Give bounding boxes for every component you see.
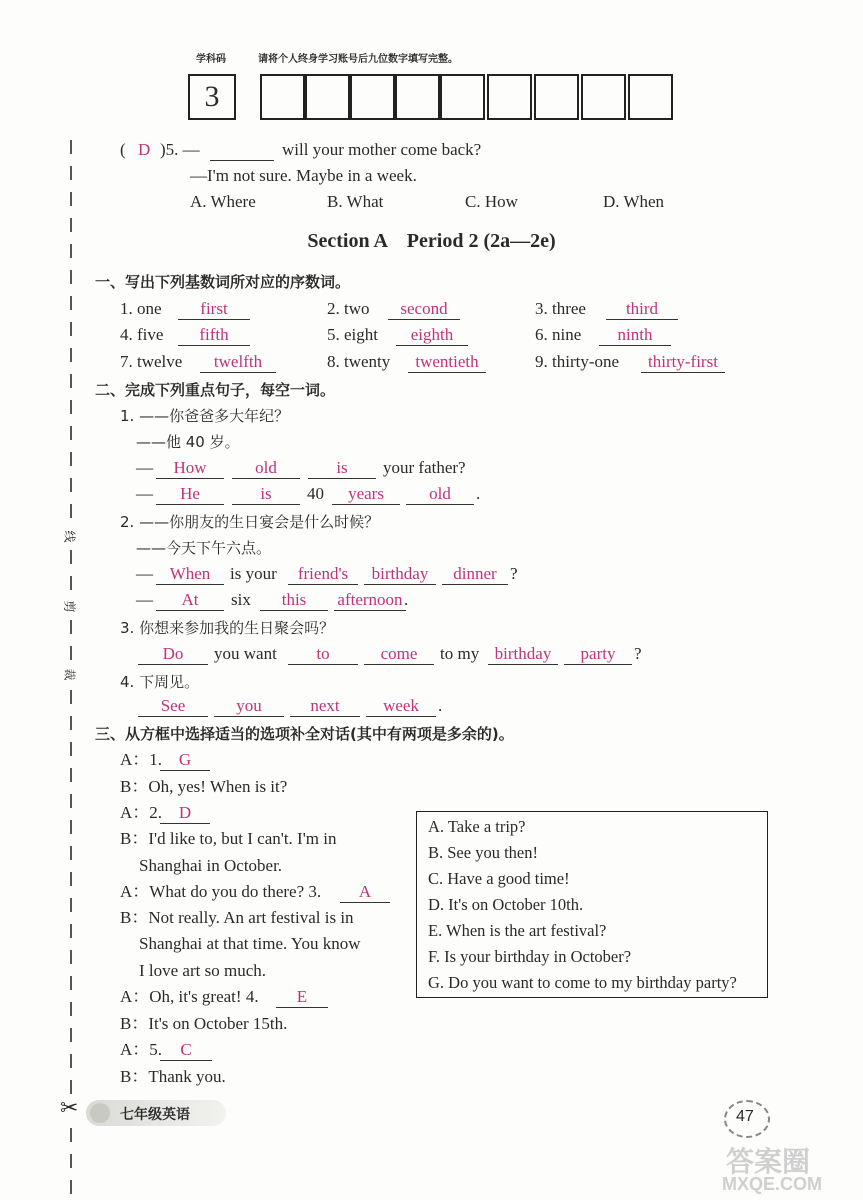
- ordinal-item-label: 5. eight: [327, 325, 378, 344]
- cut-line-dash: [70, 1054, 72, 1068]
- answer-blank[interactable]: At: [156, 590, 224, 611]
- ordinal-answer[interactable]: second: [388, 299, 460, 320]
- q5-option-b: B. What: [327, 192, 384, 211]
- dialogue-line: A：5.: [120, 1040, 163, 1059]
- cut-line-dash: [70, 846, 72, 860]
- dialogue-line: A：What do you do there? 3.: [120, 882, 322, 901]
- option-item: D. It's on October 10th.: [428, 895, 584, 914]
- margin-label-cai: 裁: [62, 668, 77, 681]
- footer-dot-icon: [90, 1103, 110, 1123]
- dialogue-blank[interactable]: A: [340, 882, 390, 903]
- answer-blank[interactable]: See: [138, 696, 208, 717]
- ordinal-item-label: 7. twelve: [120, 352, 183, 371]
- watermark-logo-bottom: MXQE.COM: [722, 1174, 823, 1194]
- cut-line-dash: [70, 1154, 72, 1168]
- cut-line-dash: [70, 348, 72, 362]
- section-title: Section A Period 2 (2a—2e): [307, 230, 556, 252]
- q5-stem-start: )5. —: [160, 140, 200, 159]
- sentence-mid: you want: [214, 644, 277, 663]
- scissors-icon: ✂: [60, 1096, 79, 1121]
- cut-line-dash: [70, 576, 72, 590]
- number-40: 40: [307, 484, 324, 503]
- dash: —: [136, 458, 153, 477]
- cut-line-dash: [70, 1180, 72, 1194]
- cut-line-dash: [70, 400, 72, 414]
- ordinal-answer[interactable]: third: [606, 299, 678, 320]
- part2-heading: 二、完成下列重点句子，每空一词。: [95, 381, 336, 399]
- cut-line-dash: [70, 270, 72, 284]
- dash: —: [136, 564, 153, 583]
- cut-line-dash: [70, 924, 72, 938]
- answer-blank[interactable]: to: [288, 644, 358, 665]
- dialogue-line: B：Oh, yes! When is it?: [120, 777, 288, 796]
- sentence-tail: your father?: [383, 458, 466, 477]
- p2q3-prompt: 3. 你想来参加我的生日聚会吗？: [120, 619, 335, 637]
- p2q2-prompt: 2. ——你朋友的生日宴会是什么时候？: [120, 513, 380, 531]
- answer-blank[interactable]: party: [564, 644, 632, 665]
- account-digit-box[interactable]: [395, 74, 440, 120]
- account-digit-box[interactable]: [350, 74, 395, 120]
- ordinal-item-label: 8. twenty: [327, 352, 391, 371]
- ordinal-answer[interactable]: first: [178, 299, 250, 320]
- question-mark: ?: [510, 564, 518, 583]
- q5-answer: D: [138, 140, 151, 159]
- period: .: [404, 590, 409, 609]
- q5-reply: —I'm not sure. Maybe in a week.: [190, 166, 417, 185]
- cut-line-dash: [70, 872, 72, 886]
- ordinal-item-label: 2. two: [327, 299, 370, 318]
- option-item: B. See you then!: [428, 843, 538, 862]
- answer-blank[interactable]: friend's: [288, 564, 358, 585]
- cut-line-dash: [70, 550, 72, 564]
- q5-blank[interactable]: [210, 140, 274, 161]
- dialogue-line: A：2.: [120, 803, 163, 822]
- answer-blank[interactable]: dinner: [442, 564, 508, 585]
- account-digit-box[interactable]: [534, 74, 579, 120]
- account-digit-box[interactable]: [581, 74, 626, 120]
- cut-line-dash: [70, 1002, 72, 1016]
- answer-blank[interactable]: old: [406, 484, 474, 505]
- answer-blank[interactable]: is: [232, 484, 300, 505]
- cut-line-dash: [70, 976, 72, 990]
- account-digit-box[interactable]: [305, 74, 350, 120]
- account-digit-box[interactable]: [260, 74, 305, 120]
- cut-line-dash: [70, 426, 72, 440]
- answer-blank[interactable]: is: [308, 458, 376, 479]
- q5-option-d: D. When: [603, 192, 665, 211]
- cut-line-dash: [70, 1080, 72, 1094]
- sentence-mid: is your: [230, 564, 277, 583]
- p2q1-reply: ——他 40 岁。: [136, 433, 240, 451]
- answer-blank[interactable]: years: [332, 484, 400, 505]
- account-digit-box[interactable]: [440, 74, 485, 120]
- dialogue-line: B：It's on October 15th.: [120, 1014, 288, 1033]
- cut-line-dash: [70, 820, 72, 834]
- cut-line-dash: [70, 742, 72, 756]
- dialogue-line: B：Not really. An art festival is in: [120, 908, 354, 927]
- cut-line-dash: [70, 794, 72, 808]
- cut-line-dash: [70, 166, 72, 180]
- dialogue-line: Shanghai in October.: [139, 856, 283, 875]
- option-item: F. Is your birthday in October?: [428, 947, 632, 966]
- option-item: A. Take a trip?: [428, 817, 526, 836]
- option-item: C. Have a good time!: [428, 869, 570, 888]
- ordinal-item-label: 4. five: [120, 325, 164, 344]
- cut-line-dash: [70, 504, 72, 518]
- ordinal-item-label: 3. three: [535, 299, 586, 318]
- account-digit-box[interactable]: [628, 74, 673, 120]
- dash: —: [136, 484, 153, 503]
- account-instruction: 请将个人终身学习账号后九位数字填写完整。: [258, 54, 458, 65]
- cut-line-dash: [70, 950, 72, 964]
- account-digit-box[interactable]: [487, 74, 532, 120]
- cut-line-dash: [70, 1128, 72, 1142]
- answer-blank[interactable]: afternoon: [334, 590, 406, 611]
- answer-blank[interactable]: you: [214, 696, 284, 717]
- cut-line-dash: [70, 322, 72, 336]
- ordinal-answer[interactable]: eighth: [396, 325, 468, 346]
- ordinal-answer[interactable]: twentieth: [408, 352, 486, 373]
- answer-blank[interactable]: How: [156, 458, 224, 479]
- options-box: [416, 811, 768, 998]
- cut-line-dash: [70, 374, 72, 388]
- dialogue-blank[interactable]: C: [160, 1040, 212, 1061]
- ordinal-item-label: 6. nine: [535, 325, 582, 344]
- ordinal-item-label: 1. one: [120, 299, 162, 318]
- cut-line-dash: [70, 716, 72, 730]
- answer-blank[interactable]: When: [156, 564, 224, 585]
- p2q4-prompt: 4. 下周见。: [120, 673, 200, 691]
- cut-line-dash: [70, 646, 72, 660]
- answer-blank[interactable]: Do: [138, 644, 208, 665]
- q5-paren-open: (: [120, 140, 126, 159]
- margin-label-xian: 线: [62, 530, 77, 543]
- ordinal-item-label: 9. thirty-one: [535, 352, 620, 371]
- dialogue-line: A：1.: [120, 750, 163, 769]
- part1-heading: 一、写出下列基数词所对应的序数词。: [95, 273, 351, 291]
- answer-blank[interactable]: come: [364, 644, 434, 665]
- period: .: [476, 484, 481, 503]
- answer-blank[interactable]: birthday: [488, 644, 558, 665]
- ordinal-answer[interactable]: fifth: [178, 325, 250, 346]
- part3-heading: 三、从方框中选择适当的选项补全对话(其中有两项是多余的)。: [95, 725, 514, 743]
- answer-blank[interactable]: old: [232, 458, 300, 479]
- ordinal-answer[interactable]: ninth: [599, 325, 671, 346]
- q5-option-a: A. Where: [190, 192, 256, 211]
- question-mark: ?: [634, 644, 642, 663]
- answer-blank[interactable]: He: [156, 484, 224, 505]
- subject-code-box: 3: [188, 74, 236, 120]
- dialogue-line: B：Thank you.: [120, 1067, 226, 1086]
- ordinal-answer[interactable]: thirty-first: [641, 352, 725, 373]
- dialogue-line: I love art so much.: [139, 961, 266, 980]
- q5-stem-end: will your mother come back?: [282, 140, 482, 159]
- p2q2-reply: ——今天下午六点。: [136, 539, 272, 557]
- sentence-mid: to my: [440, 644, 480, 663]
- cut-line-dash: [70, 690, 72, 704]
- sentence-mid: six: [231, 590, 251, 609]
- cut-line-dash: [70, 296, 72, 310]
- answer-blank[interactable]: week: [366, 696, 436, 717]
- q5-option-c: C. How: [465, 192, 518, 211]
- cut-line-dash: [70, 620, 72, 634]
- p2q1-prompt: 1. ——你爸爸多大年纪？: [120, 407, 290, 425]
- ordinal-answer[interactable]: twelfth: [200, 352, 276, 373]
- dialogue-line: A：Oh, it's great! 4.: [120, 987, 259, 1006]
- footer-book-title: 七年级英语: [120, 1107, 190, 1123]
- subject-code-label: 学科码: [196, 54, 226, 65]
- option-item: G. Do you want to come to my birthday party?: [428, 973, 737, 992]
- dash: —: [136, 590, 153, 609]
- cut-line-dash: [70, 898, 72, 912]
- cut-line-dash: [70, 452, 72, 466]
- dialogue-line: Shanghai at that time. You know: [139, 934, 361, 953]
- answer-blank[interactable]: this: [260, 590, 328, 611]
- cut-line-dash: [70, 768, 72, 782]
- cut-line-dash: [70, 192, 72, 206]
- period: .: [438, 696, 443, 715]
- option-item: E. When is the art festival?: [428, 921, 607, 940]
- page-number: 47: [736, 1108, 754, 1125]
- watermark-logo-top: 答案圈: [726, 1145, 811, 1178]
- dialogue-line: B：I'd like to, but I can't. I'm in: [120, 829, 337, 848]
- dialogue-blank[interactable]: E: [276, 987, 328, 1008]
- dialogue-blank[interactable]: D: [160, 803, 210, 824]
- margin-label-jian: 剪: [62, 600, 77, 613]
- answer-blank[interactable]: next: [290, 696, 360, 717]
- cut-line-dash: [70, 140, 72, 154]
- dialogue-blank[interactable]: G: [160, 750, 210, 771]
- cut-line-dash: [70, 478, 72, 492]
- answer-blank[interactable]: birthday: [364, 564, 436, 585]
- cut-line-dash: [70, 1028, 72, 1042]
